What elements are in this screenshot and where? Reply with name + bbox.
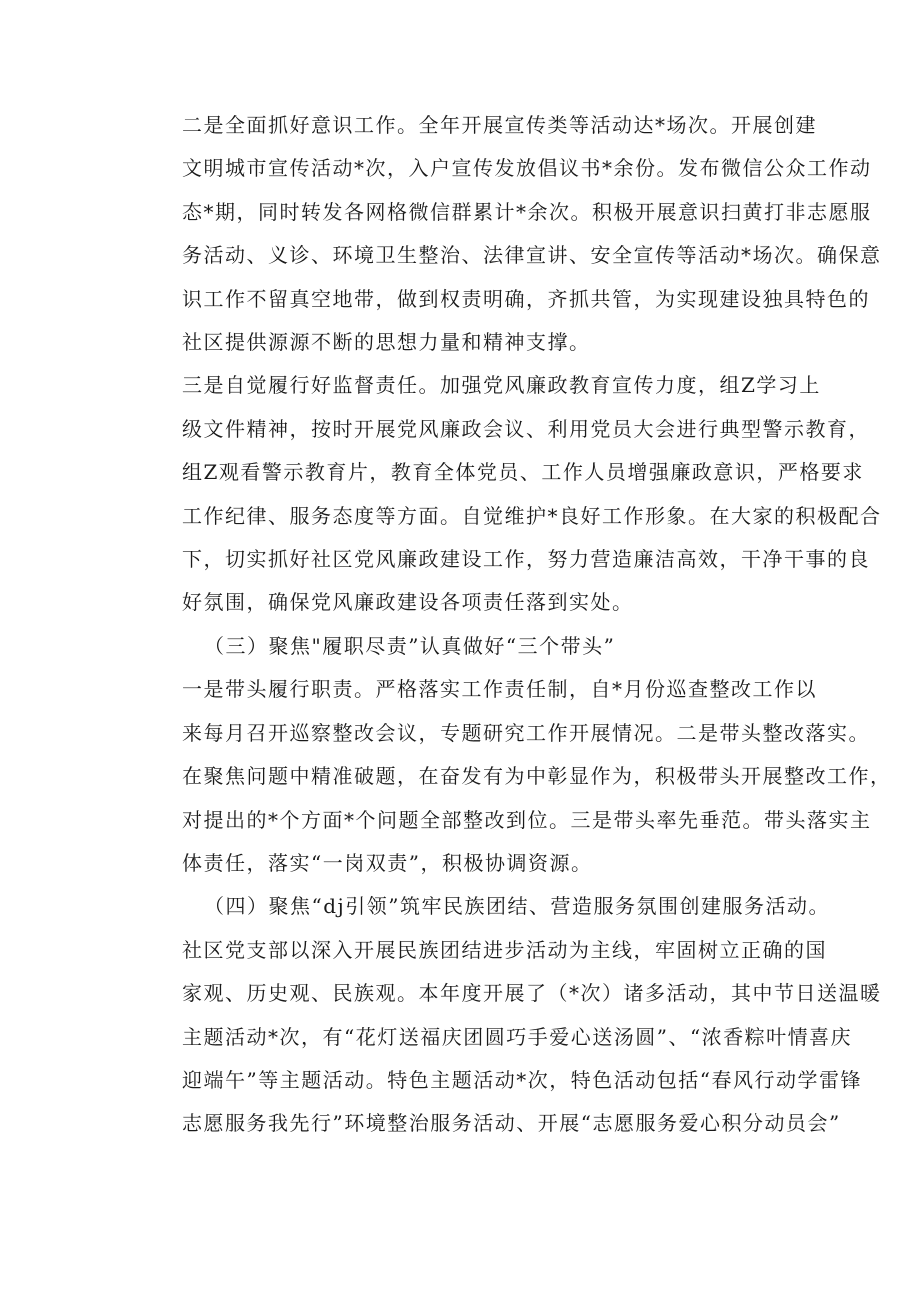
text-line: 社区党支部以深入开展民族团结进步活动为主线，牢固树立正确的国 — [182, 937, 827, 962]
text-line: 务活动、义诊、环境卫生整治、法律宣讲、安全宣传等活动*场次。确保意 — [182, 243, 882, 268]
text-line: 三是自觉履行好监督责任。加强党风廉政教育宣传力度，组Z学习上 — [182, 373, 821, 398]
paragraph-lead-by-example — [138, 668, 892, 885]
paragraph-ideology-work — [138, 104, 882, 364]
text-line: 组Z观看警示教育片，教育全体党员、工作人员增强廉政意识，严格要求 — [182, 460, 864, 485]
document-body — [138, 104, 892, 1146]
text-line: 在聚焦问题中精准破题，在奋发有为中彰显作为，积极带头开展整改工作， — [182, 764, 892, 789]
text-line: 态*期，同时转发各网格微信群累计*余次。积极开展意识扫黄打非志愿服 — [182, 199, 872, 224]
text-line: 文明城市宣传活动*次，入户宣传发放倡议书*余份。发布微信公众工作动 — [182, 156, 872, 181]
text-line: 好氛围，确保党风廉政建设各项责任落到实处。 — [182, 590, 634, 615]
text-line: 体责任，落实“一岗双责”，积极协调资源。 — [182, 850, 593, 875]
text-line: 迎端午”等主题活动。特色主题活动*次，特色活动包括“春风行动学雷锋 — [182, 1067, 862, 1092]
text-line: 社区提供源源不断的思想力量和精神支撑。 — [182, 330, 591, 355]
text-line: 工作纪律、服务态度等方面。自觉维护*良好工作形象。在大家的积极配合 — [182, 503, 882, 528]
text-line: 主题活动*次，有“花灯送福庆团圆巧手爱心送汤圆”、“浓香粽叶情喜庆 — [182, 1024, 853, 1049]
text-line: 家观、历史观、民族观。本年度开展了（*次）诸多活动，其中节日送温暖 — [182, 981, 882, 1006]
section-heading-three — [138, 625, 798, 668]
text-line: 下，切实抓好社区党风廉政建设工作，努力营造廉洁高效，干净干事的良 — [182, 547, 870, 572]
paragraph-ethnic-unity — [138, 929, 882, 1146]
section-heading-four — [138, 885, 830, 928]
text-line: 级文件精神，按时开展党风廉政会议、利用党员大会进行典型警示教育， — [182, 416, 870, 441]
text-line: 二是全面抓好意识工作。全年开展宣传类等活动达*场次。开展创建 — [182, 113, 817, 137]
text-line: 一是带头履行职责。严格落实工作责任制，自*月份巡查整改工作以 — [182, 677, 817, 702]
text-line: 对提出的*个方面*个问题全部整改到位。三是带头率先垂范。带头落实主 — [182, 807, 872, 832]
paragraph-supervision-duty — [138, 364, 882, 624]
heading-text: （四）聚焦“dj引领”筑牢民族团结、营造服务氛围创建服务活动。 — [204, 894, 830, 919]
text-line: 志愿服务我先行”环境整治服务活动、开展“志愿服务爱心积分动员会” — [182, 1111, 841, 1136]
heading-text: （三）聚焦"履职尽责”认真做好“三个带头” — [204, 633, 616, 658]
text-line: 识工作不留真空地带，做到权责明确，齐抓共管，为实现建设独具特色的 — [182, 286, 870, 311]
text-line: 来每月召开巡察整改会议，专题研究工作开展情况。二是带头整改落实。 — [182, 720, 870, 745]
